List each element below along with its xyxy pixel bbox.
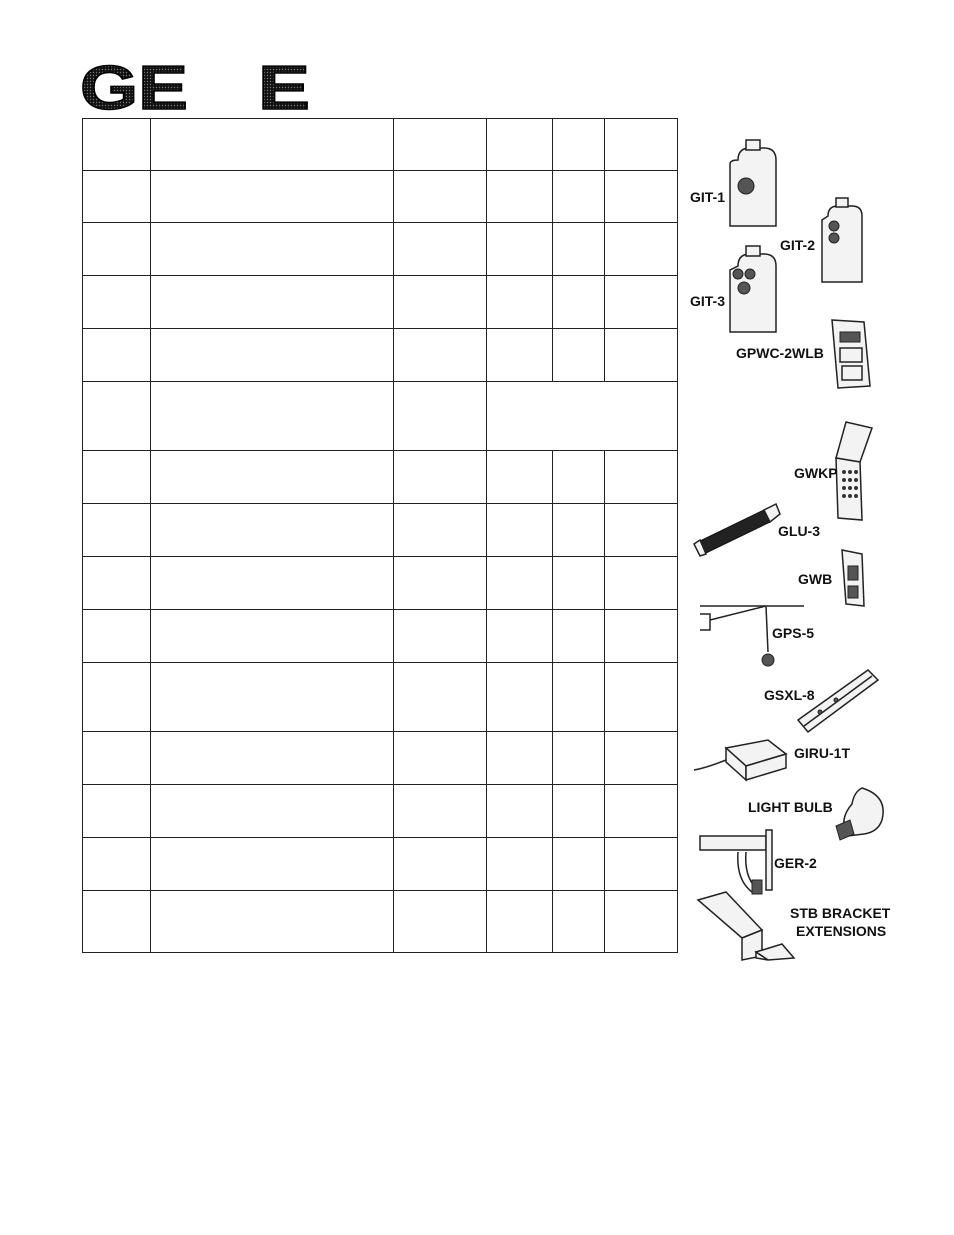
- table-cell: [83, 171, 151, 223]
- table-cell: [151, 838, 394, 891]
- table-cell: [394, 610, 487, 663]
- label-light-bulb: LIGHT BULB: [748, 799, 833, 815]
- table-cell: [151, 504, 394, 557]
- label-gps-5: GPS-5: [772, 625, 815, 641]
- table-row: [83, 732, 678, 785]
- table-cell: [394, 171, 487, 223]
- table-cell: [553, 557, 605, 610]
- table-cell: [487, 610, 553, 663]
- table-cell: [394, 451, 487, 504]
- table-cell: [553, 663, 605, 732]
- logo-text-left: GE: [80, 62, 188, 112]
- table-cell: [553, 276, 605, 329]
- label-git-3: GIT-3: [690, 293, 726, 309]
- table-cell: [487, 838, 553, 891]
- table-cell: [605, 329, 678, 382]
- table-cell: [83, 276, 151, 329]
- accessory-illustrations: [686, 140, 892, 960]
- table-cell: [605, 663, 678, 732]
- table-cell: [553, 329, 605, 382]
- table-cell: [83, 663, 151, 732]
- table-cell: [487, 223, 553, 276]
- label-git-1: GIT-1: [690, 189, 726, 205]
- table-row: [83, 610, 678, 663]
- table-cell: [83, 119, 151, 171]
- receiver-unit-icon: [694, 740, 786, 780]
- accessories-table: [82, 118, 678, 953]
- table-cell: [487, 663, 553, 732]
- label-glu-3: GLU-3: [778, 523, 820, 539]
- table-row: [83, 838, 678, 891]
- table-cell: [605, 891, 678, 953]
- table-cell: [151, 171, 394, 223]
- table-cell: [394, 891, 487, 953]
- table-cell: [151, 276, 394, 329]
- table-cell: [605, 171, 678, 223]
- table-cell: [605, 276, 678, 329]
- table-cell: [83, 382, 151, 451]
- table-cell: [394, 785, 487, 838]
- remote-2-button-icon: [822, 198, 862, 282]
- bracket-extension-icon: [698, 892, 794, 960]
- table-cell: [83, 557, 151, 610]
- label-gwkp: GWKP: [794, 465, 838, 481]
- table-cell: [553, 785, 605, 838]
- table-cell: [151, 119, 394, 171]
- table-cell: [605, 610, 678, 663]
- table-cell: [83, 785, 151, 838]
- table-cell: [83, 610, 151, 663]
- light-bulb-icon: [836, 788, 883, 840]
- table-cell: [83, 732, 151, 785]
- table-cell: [553, 610, 605, 663]
- emergency-release-icon: [700, 830, 772, 894]
- table-cell: [151, 610, 394, 663]
- table-cell: [605, 223, 678, 276]
- label-giru-1t: GIRU-1T: [794, 745, 850, 761]
- table-row: [83, 557, 678, 610]
- table-cell: [394, 276, 487, 329]
- table-cell: [487, 329, 553, 382]
- table-cell: [151, 451, 394, 504]
- table-cell: [553, 732, 605, 785]
- table-row: [83, 785, 678, 838]
- table-cell: [394, 838, 487, 891]
- table-cell: [394, 732, 487, 785]
- table-cell: [553, 171, 605, 223]
- table-cell: [83, 451, 151, 504]
- table-merged-cell: [487, 382, 678, 451]
- table-cell: [83, 223, 151, 276]
- table-cell: [151, 891, 394, 953]
- label-extensions: EXTENSIONS: [796, 923, 887, 939]
- table-cell: [487, 732, 553, 785]
- table-cell: [83, 504, 151, 557]
- table-row: [83, 329, 678, 382]
- label-gwb: GWB: [798, 571, 833, 587]
- table-cell: [605, 838, 678, 891]
- brand-logo: [80, 62, 312, 112]
- table-cell: [394, 557, 487, 610]
- table-cell: [394, 119, 487, 171]
- table-cell: [83, 891, 151, 953]
- label-gsxl-8: GSXL-8: [764, 687, 815, 703]
- table-cell: [151, 329, 394, 382]
- remote-3-button-icon: [730, 246, 776, 332]
- table-cell: [553, 504, 605, 557]
- table-cell: [394, 329, 487, 382]
- table-cell: [151, 785, 394, 838]
- table-row: [83, 663, 678, 732]
- logo-text-right: E: [258, 62, 310, 112]
- label-stb-bracket: STB BRACKET: [790, 905, 891, 921]
- table-cell: [605, 785, 678, 838]
- table-cell: [487, 557, 553, 610]
- table-cell: [151, 223, 394, 276]
- table-header-row: [83, 119, 678, 171]
- wall-button-icon: [842, 550, 864, 606]
- table-cell: [394, 223, 487, 276]
- table-cell: [394, 504, 487, 557]
- table-cell: [605, 451, 678, 504]
- table-cell: [151, 557, 394, 610]
- remote-1-button-icon: [730, 140, 776, 226]
- wireless-keypad-icon: [836, 422, 872, 520]
- lubricant-tube-icon: [694, 504, 780, 556]
- table-cell: [151, 663, 394, 732]
- label-gpwc-2wlb: GPWC-2WLB: [736, 345, 824, 361]
- table-row: [83, 171, 678, 223]
- table-row: [83, 504, 678, 557]
- table-cell: [487, 171, 553, 223]
- table-cell: [605, 119, 678, 171]
- table-cell: [553, 451, 605, 504]
- table-cell: [487, 119, 553, 171]
- table-cell: [83, 838, 151, 891]
- table-cell: [487, 891, 553, 953]
- table-row: [83, 891, 678, 953]
- table-cell: [605, 504, 678, 557]
- wall-console-icon: [832, 320, 870, 388]
- table-cell: [394, 663, 487, 732]
- table-row: [83, 451, 678, 504]
- table-cell: [487, 785, 553, 838]
- table-cell: [553, 838, 605, 891]
- table-row: [83, 223, 678, 276]
- table-cell: [553, 223, 605, 276]
- label-ger-2: GER-2: [774, 855, 817, 871]
- table-cell: [605, 732, 678, 785]
- table-cell: [553, 119, 605, 171]
- table-cell: [151, 732, 394, 785]
- table-cell: [605, 557, 678, 610]
- table-cell: [394, 382, 487, 451]
- table-cell: [553, 891, 605, 953]
- table-row: [83, 382, 678, 451]
- table-cell: [487, 504, 553, 557]
- table-row: [83, 276, 678, 329]
- table-cell: [487, 276, 553, 329]
- table-cell: [487, 451, 553, 504]
- table-cell: [151, 382, 394, 451]
- label-git-2: GIT-2: [780, 237, 816, 253]
- table-cell: [83, 329, 151, 382]
- brand-logo-graphic: [80, 62, 312, 112]
